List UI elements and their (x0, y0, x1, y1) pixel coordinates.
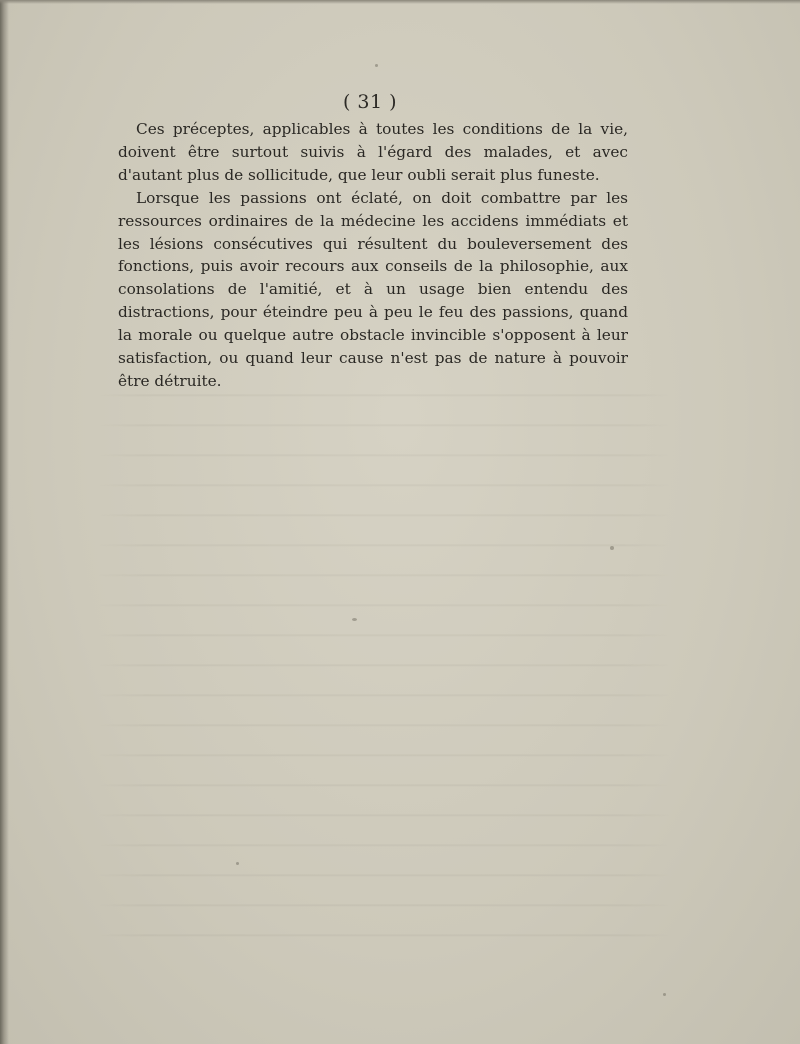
page-number: ( 31 ) (342, 91, 398, 113)
paragraph: Ces préceptes, applicables à toutes les conditions de la vie, doivent être surtout suivis à l'égard des malades, et avec d'autant plus de sollicitude, que leur oubli serait plus funeste. (118, 120, 628, 184)
paper-speck (610, 546, 614, 550)
page-top-edge (0, 0, 800, 4)
paper-speck (236, 862, 239, 865)
paper-speck (663, 993, 666, 996)
paper-speck (375, 64, 378, 67)
body-text (118, 118, 628, 393)
paragraph: Lorsque les passions ont éclaté, on doit combattre par les ressources ordinaires de la médecine les accidens immédiats et les lésions consécutives qui résultent du bouleversement des fonctions, puis avoir recours aux conseils de la philosophie, aux consolations de l'amitié, et à un usage bien entendu des distractions, pour éteindre peu à peu le feu des passions, quand la morale ou quelque autre obstacle invincible s'opposent à leur satisfaction, ou quand leur cause n'est pas de nature à pouvoir être détruite. (118, 188, 628, 390)
show-through-text (0, 380, 800, 940)
paper-speck (352, 618, 357, 621)
